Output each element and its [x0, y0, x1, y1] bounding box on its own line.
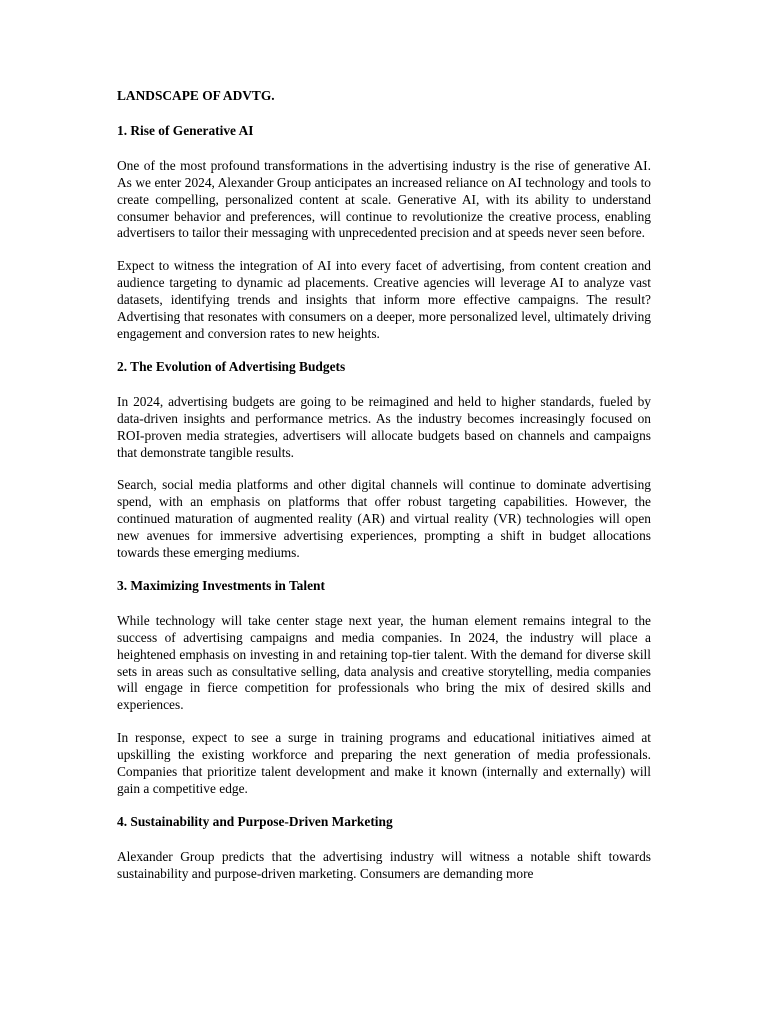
paragraph: Alexander Group predicts that the advertising industry will witness a notable shift towards sustainability and purpose-driven marketing. Consumers are demanding more: [117, 848, 651, 881]
section-heading: 1. Rise of Generative AI: [117, 122, 254, 138]
paragraph: While technology will take center stage next year, the human element remains integral to the success of advertising campaigns and media companies. In 2024, the industry will place a heightened emphasis on investing in and retaining top-tier talent. With the demand for diverse skill sets in areas such as consultative selling, data analysis and creative storytelling, media companies will engage in fierce competition for professionals who bring the mix of desired skills and experiences.: [117, 612, 651, 713]
paragraph: Search, social media platforms and other digital channels will continue to dominate advertising spend, with an emphasis on platforms that offer robust targeting capabilities. However, the continued maturation of augmented reality (AR) and virtual reality (VR) technologies will open new avenues for immersive advertising experiences, prompting a shift in budget allocations towards these emerging mediums.: [117, 477, 651, 561]
paragraph: In response, expect to see a surge in training programs and educational initiatives aimed at upskilling the existing workforce and preparing the next generation of media professionals. Companies that prioritize talent development and make it known (internally and externally) will gain a competitive edge.: [117, 730, 651, 796]
paragraph: In 2024, advertising budgets are going to be reimagined and held to higher standards, fueled by data-driven insights and performance metrics. As the industry becomes increasingly focused on ROI-proven media strategies, advertisers will allocate budgets based on channels and campaigns that demonstrate tangible results.: [117, 393, 651, 460]
section-3: [117, 578, 651, 798]
paragraph: Expect to witness the integration of AI into every facet of advertising, from content creation and audience targeting to dynamic ad placements. Creative agencies will leverage AI to analyze vast datasets, identifying trends and insights that inform more effective campaigns. The result? Advertising that resonates with consumers on a deeper, more personalized level, ultimately driving engagement and conversion rates to new heights.: [117, 258, 651, 341]
section-heading: 3. Maximizing Investments in Talent: [117, 577, 325, 593]
section-1: [117, 123, 651, 343]
section-heading: 2. The Evolution of Advertising Budgets: [117, 358, 346, 374]
document-page: [117, 88, 651, 899]
section-2: [117, 359, 651, 562]
document-title: LANDSCAPE OF ADVTG.: [117, 88, 275, 103]
paragraph: One of the most profound transformations in the advertising industry is the rise of generative AI. As we enter 2024, Alexander Group anticipates an increased reliance on AI technology and tools to create compelling, personalized content at scale. Generative AI, with its ability to understand consumer behavior and preferences, will continue to revolutionize the creative process, enabling advertisers to tailor their messaging with unprecedented precision and at speeds never seen before.: [117, 157, 651, 241]
section-4: [117, 814, 651, 883]
section-heading: 4. Sustainability and Purpose-Driven Marketing: [117, 813, 393, 829]
